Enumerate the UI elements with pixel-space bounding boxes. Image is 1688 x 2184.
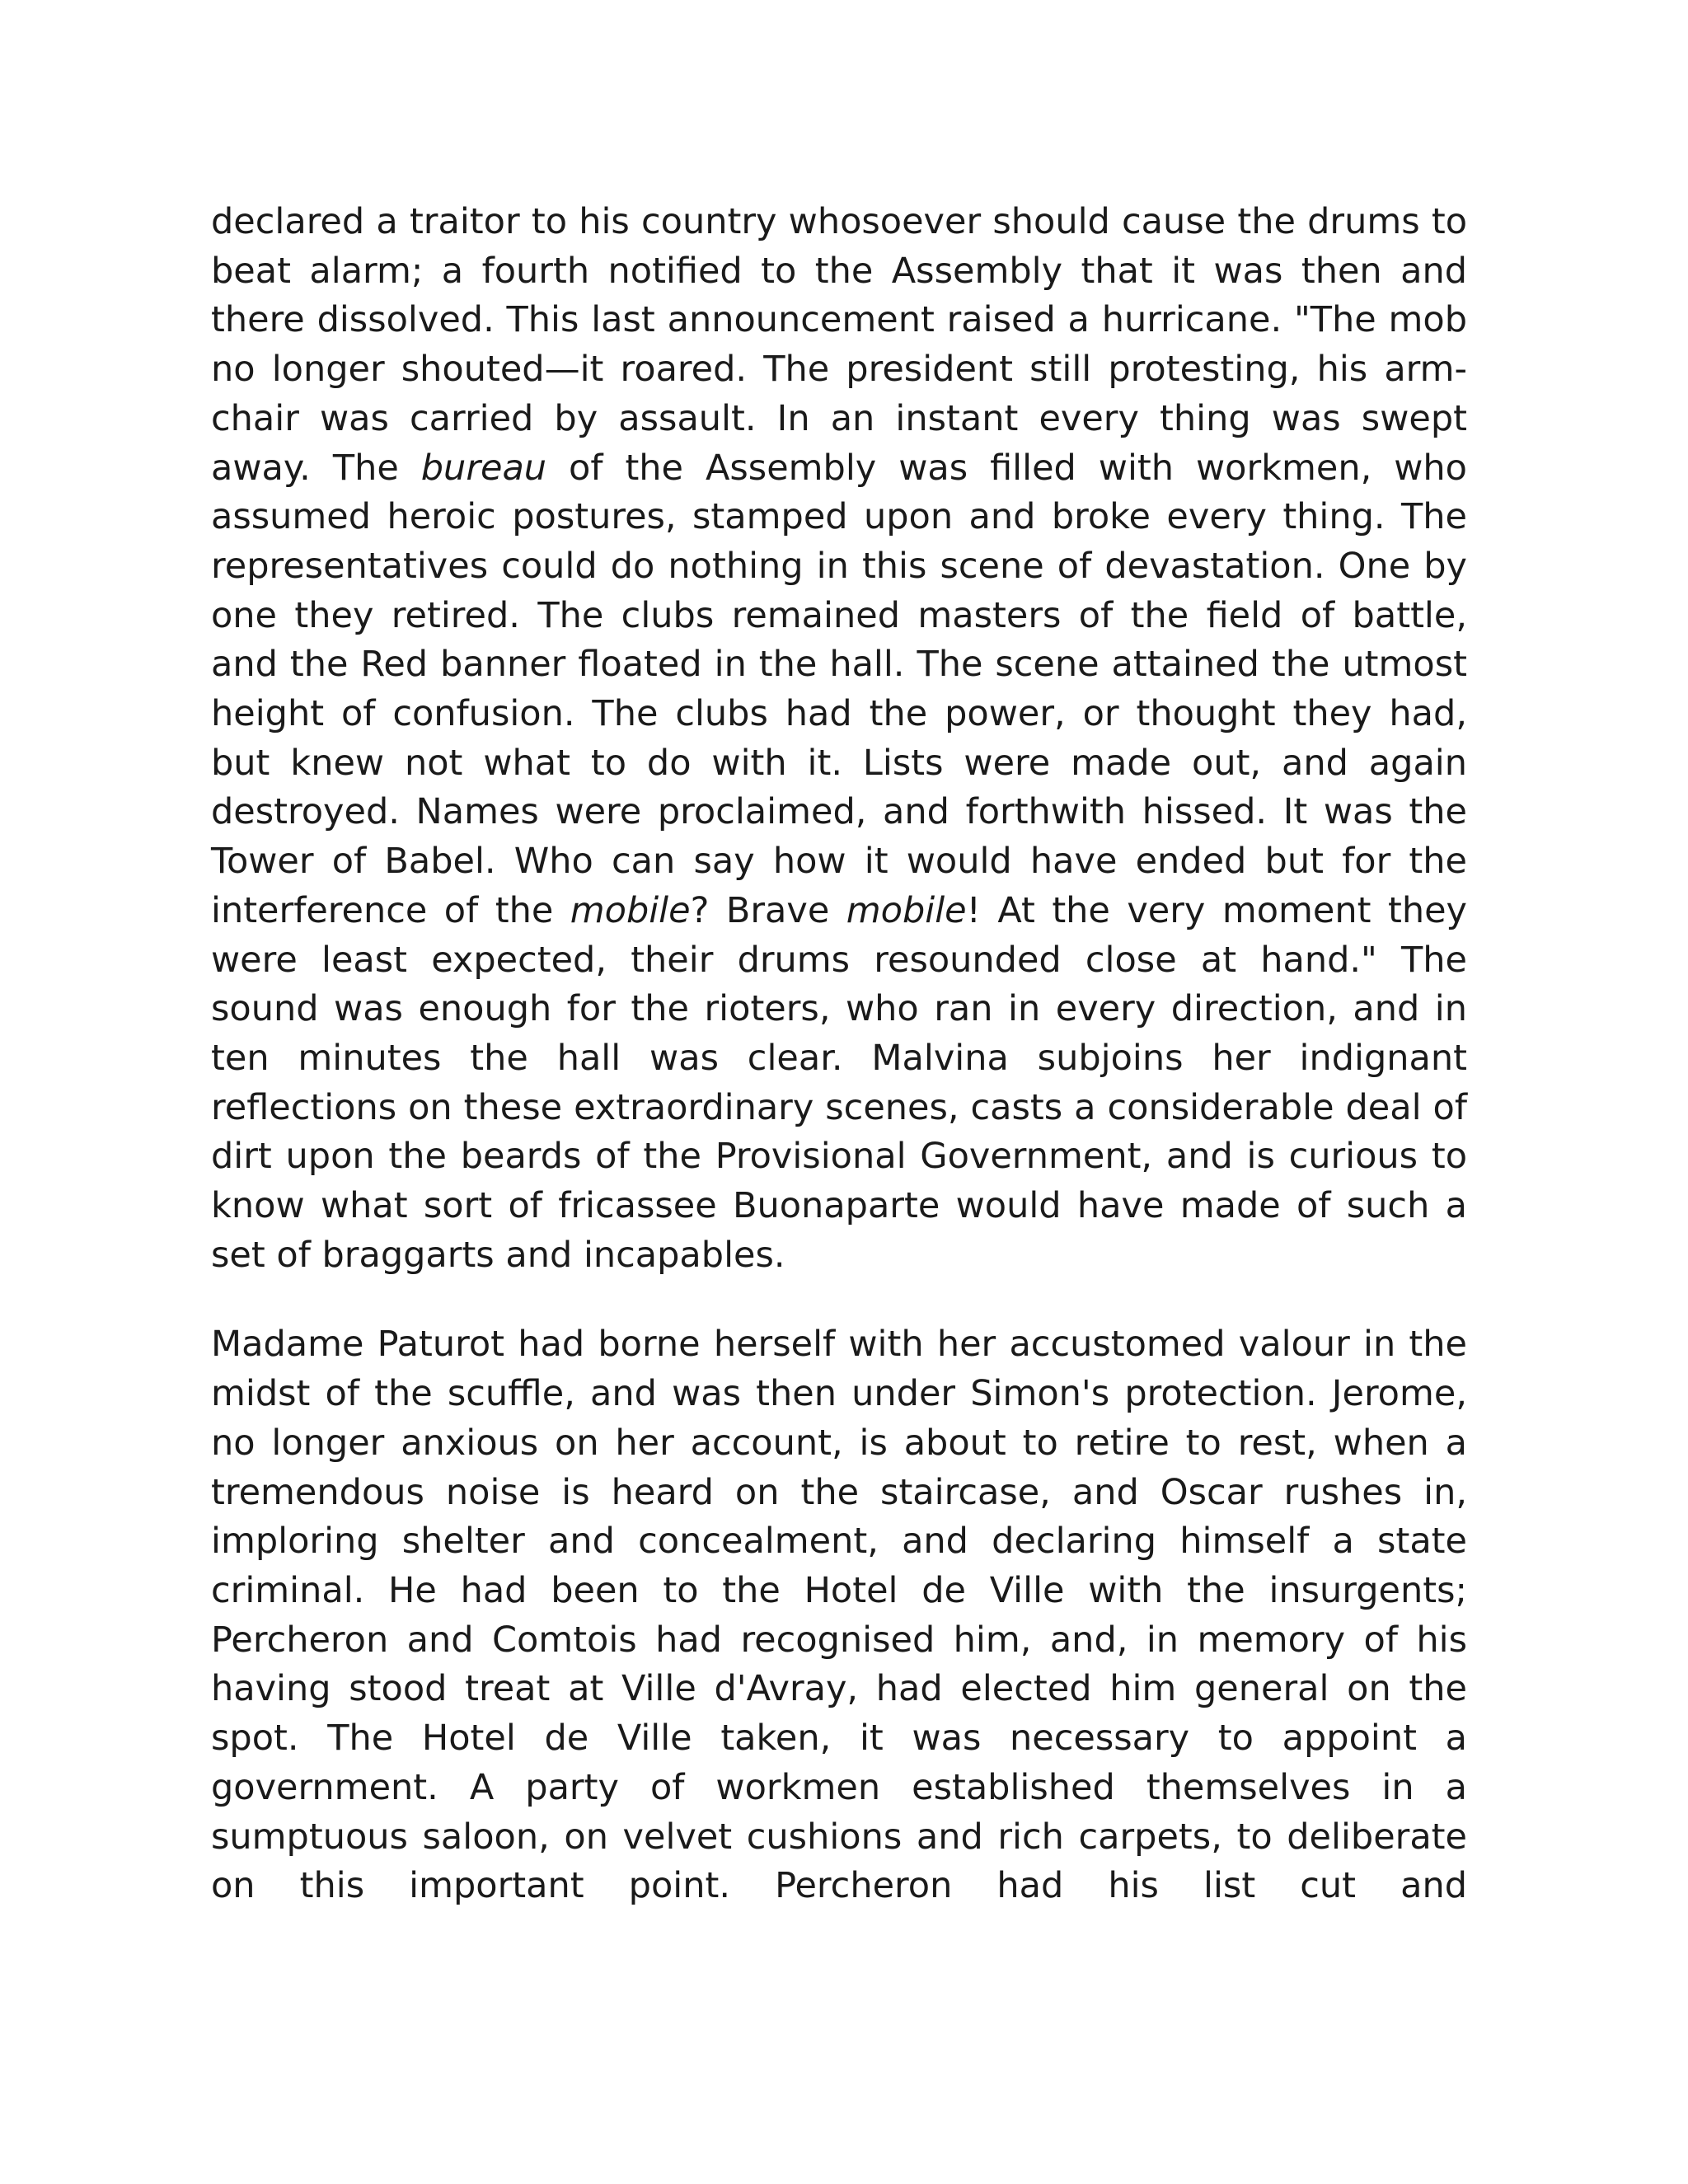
italic-term-bureau: bureau <box>420 447 547 489</box>
text-run: of the Assembly was filled with workmen, who assumed heroic postures, stamped upon and broke every thing. The representatives could do nothing in this scene of devastation. One by one they retired. The clubs remained masters of the field of battle, and the Red banner floated in the hall. The scene attained the utmost height of confusion. The clubs had the power, or thought they had, but knew not what to do with it. Lists were made out, and again destroyed. Names were proclaimed, and forthwith hissed. It was the Tower of Babel. Who can say how it would have ended but for the interference of the <box>211 447 1467 931</box>
body-text <box>211 198 1467 1911</box>
paragraph-1 <box>211 198 1467 1280</box>
italic-term-mobile: mobile <box>570 889 691 931</box>
text-run: ? Brave <box>690 889 846 931</box>
paragraph-2 <box>211 1320 1467 1910</box>
text-run: declared a traitor to his country whosoever should cause the drums to beat alarm; a fourth notified to the Assembly that it was then and there dissolved. This last announcement raised a hurricane. "The mob no longer shouted—it roared. The president still protesting, his arm-chair was carried by assault. In an instant every thing was swept away. The <box>211 201 1467 489</box>
text-run: ! At the very moment they were least expected, their drums resounded close at hand." The sound was enough for the rioters, who ran in every direction, and in ten minutes the hall was clear. Malvina subjoins her indignant reflections on these extraordinary scenes, casts a considerable deal of dirt upon the beards of the Provisional Government, and is curious to know what sort of fricassee Buonaparte would have made of such a set of braggarts and incapables. <box>211 889 1467 1276</box>
text-run: Madame Paturot had borne herself with her accustomed valour in the midst of the scuffle, and was then under Simon's protection. Jerome, no longer anxious on her account, is about to retire to rest, when a tremendous noise is heard on the staircase, and Oscar rushes in, imploring shelter and concealment, and declaring himself a state criminal. He had been to the Hotel de Ville with the insurgents; Percheron and Comtois had recognised him, and, in memory of his having stood treat at Ville d'Avray, had elected him general on the spot. The Hotel de Ville taken, it was necessary to appoint a government. A party of workmen established themselves in a sumptuous saloon, on velvet cushions and rich carpets, to deliberate on this important point. Percheron had his list cut and <box>211 1324 1467 1907</box>
italic-term-mobile: mobile <box>846 889 967 931</box>
